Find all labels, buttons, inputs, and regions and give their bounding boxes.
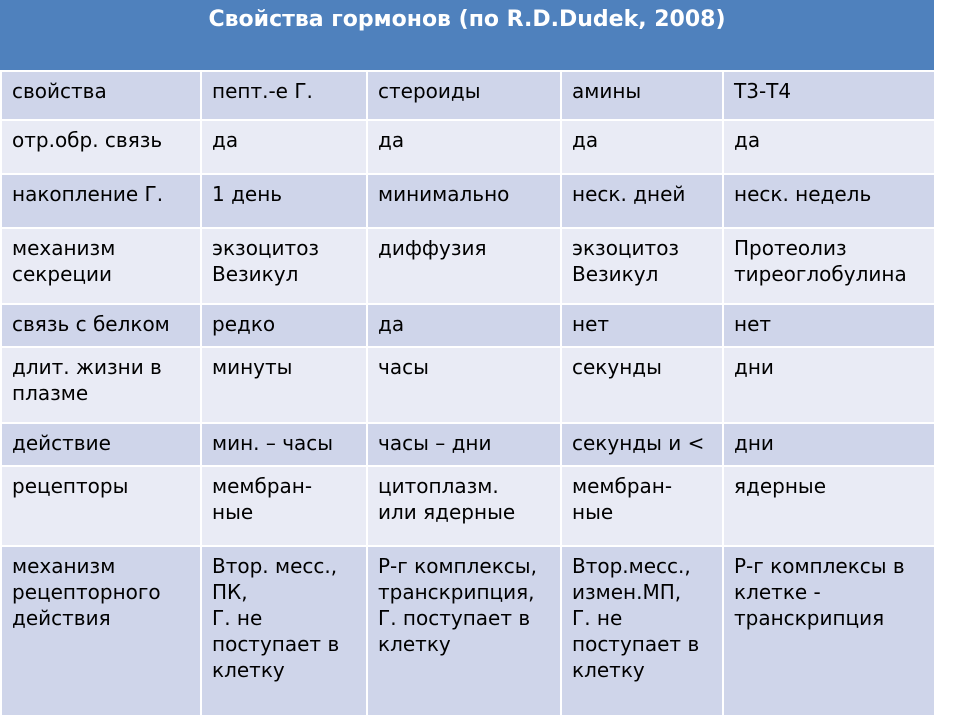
- cell-amines: неск. дней: [561, 174, 723, 228]
- header-cell-property: свойства: [1, 71, 201, 120]
- cell-amines: секунды: [561, 347, 723, 423]
- cell-property: механизм секреции: [1, 228, 201, 304]
- table-row: [1, 304, 935, 347]
- cell-steroids: да: [367, 120, 561, 174]
- cell-peptide: Втор. месс., ПК, Г. не поступает в клетку: [201, 546, 367, 716]
- cell-t3-t4: нет: [723, 304, 935, 347]
- cell-property: длит. жизни в плазме: [1, 347, 201, 423]
- cell-steroids: часы: [367, 347, 561, 423]
- cell-steroids: Р-г комплексы, транскрипция, Г. поступает в клетку: [367, 546, 561, 716]
- cell-property: механизм рецепторного действия: [1, 546, 201, 716]
- header-cell-amines: амины: [561, 71, 723, 120]
- cell-t3-t4: Протеолиз тиреоглобулина: [723, 228, 935, 304]
- cell-peptide: мин. – часы: [201, 423, 367, 466]
- cell-steroids: часы – дни: [367, 423, 561, 466]
- cell-amines: секунды и <: [561, 423, 723, 466]
- header-cell-steroids: стероиды: [367, 71, 561, 120]
- table-row: [1, 423, 935, 466]
- cell-property: рецепторы: [1, 466, 201, 546]
- table-row: [1, 466, 935, 546]
- cell-amines: мембран- ные: [561, 466, 723, 546]
- title-bar: [0, 0, 934, 70]
- table-row: [1, 174, 935, 228]
- cell-t3-t4: дни: [723, 423, 935, 466]
- cell-amines: экзоцитоз Везикул: [561, 228, 723, 304]
- cell-steroids: минимально: [367, 174, 561, 228]
- cell-amines: Втор.месс., измен.МП, Г. не поступает в клетку: [561, 546, 723, 716]
- hormone-properties-table: [0, 70, 936, 717]
- cell-t3-t4: ядерные: [723, 466, 935, 546]
- table-body: [1, 71, 935, 716]
- cell-property: накопление Г.: [1, 174, 201, 228]
- cell-amines: нет: [561, 304, 723, 347]
- table-row: [1, 228, 935, 304]
- cell-property: отр.обр. связь: [1, 120, 201, 174]
- cell-property: связь с белком: [1, 304, 201, 347]
- header-cell-peptide: пепт.-е Г.: [201, 71, 367, 120]
- cell-peptide: да: [201, 120, 367, 174]
- cell-amines: да: [561, 120, 723, 174]
- cell-peptide: экзоцитоз Везикул: [201, 228, 367, 304]
- cell-t3-t4: Р-г комплексы в клетке - транскрипция: [723, 546, 935, 716]
- slide-title: Свойства гормонов (по R.D.Dudek, 2008): [208, 7, 726, 32]
- cell-peptide: 1 день: [201, 174, 367, 228]
- table-row: [1, 120, 935, 174]
- cell-steroids: диффузия: [367, 228, 561, 304]
- cell-property: действие: [1, 423, 201, 466]
- cell-peptide: минуты: [201, 347, 367, 423]
- cell-t3-t4: дни: [723, 347, 935, 423]
- table-header-row: [1, 71, 935, 120]
- cell-steroids: цитоплазм. или ядерные: [367, 466, 561, 546]
- cell-steroids: да: [367, 304, 561, 347]
- cell-t3-t4: да: [723, 120, 935, 174]
- cell-peptide: мембран- ные: [201, 466, 367, 546]
- cell-peptide: редко: [201, 304, 367, 347]
- header-cell-t3-t4: Т3-Т4: [723, 71, 935, 120]
- table-row: [1, 546, 935, 716]
- table-row: [1, 347, 935, 423]
- cell-t3-t4: неск. недель: [723, 174, 935, 228]
